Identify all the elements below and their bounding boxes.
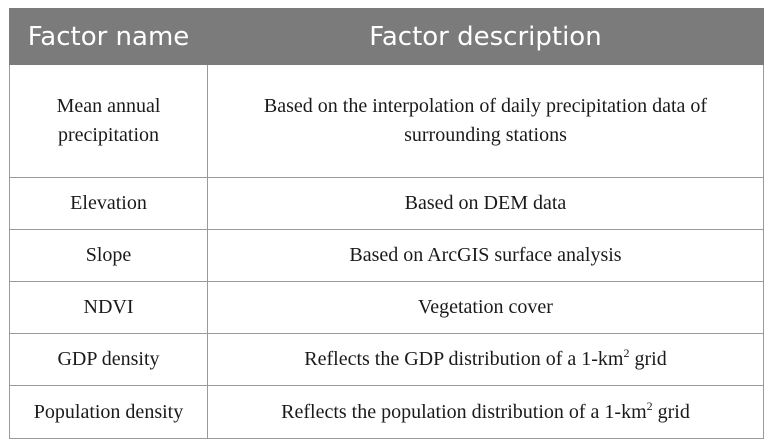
factor-name: Mean annual precipitation bbox=[56, 95, 161, 146]
factor-description-suffix: grid bbox=[629, 348, 667, 370]
factor-name: Slope bbox=[10, 230, 208, 282]
factor-description: Vegetation cover bbox=[208, 282, 764, 334]
table-header-row bbox=[10, 9, 764, 65]
factor-description: Based on DEM data bbox=[208, 178, 764, 230]
factor-name: Elevation bbox=[10, 178, 208, 230]
factor-table bbox=[9, 8, 764, 439]
header-factor-description: Factor description bbox=[208, 9, 764, 65]
factor-description-cell bbox=[208, 334, 764, 386]
superscript-exponent: 2 bbox=[623, 346, 630, 360]
factor-name: Population density bbox=[10, 386, 208, 439]
factor-description-text: Reflects the population distribution of a 1-km bbox=[281, 400, 647, 423]
header-factor-name: Factor name bbox=[10, 9, 208, 65]
factor-description-cell bbox=[208, 65, 764, 178]
table-row bbox=[10, 178, 764, 230]
factor-name: NDVI bbox=[10, 282, 208, 334]
table-row bbox=[10, 65, 764, 178]
factor-description: Based on ArcGIS surface analysis bbox=[208, 230, 764, 282]
factor-name: GDP density bbox=[10, 334, 208, 386]
superscript-exponent: 2 bbox=[646, 398, 653, 413]
table-row bbox=[10, 282, 764, 334]
table-row bbox=[10, 230, 764, 282]
factor-description: Based on the interpolation of daily precipitation data of surrounding stations bbox=[263, 95, 708, 146]
table-row bbox=[10, 334, 764, 386]
factor-name-cell bbox=[10, 65, 208, 178]
table-row bbox=[10, 386, 764, 439]
factor-description-text: Reflects the GDP distribution of a 1-km bbox=[304, 348, 624, 370]
factor-description-suffix: grid bbox=[652, 400, 690, 423]
factor-description-cell bbox=[208, 386, 764, 439]
